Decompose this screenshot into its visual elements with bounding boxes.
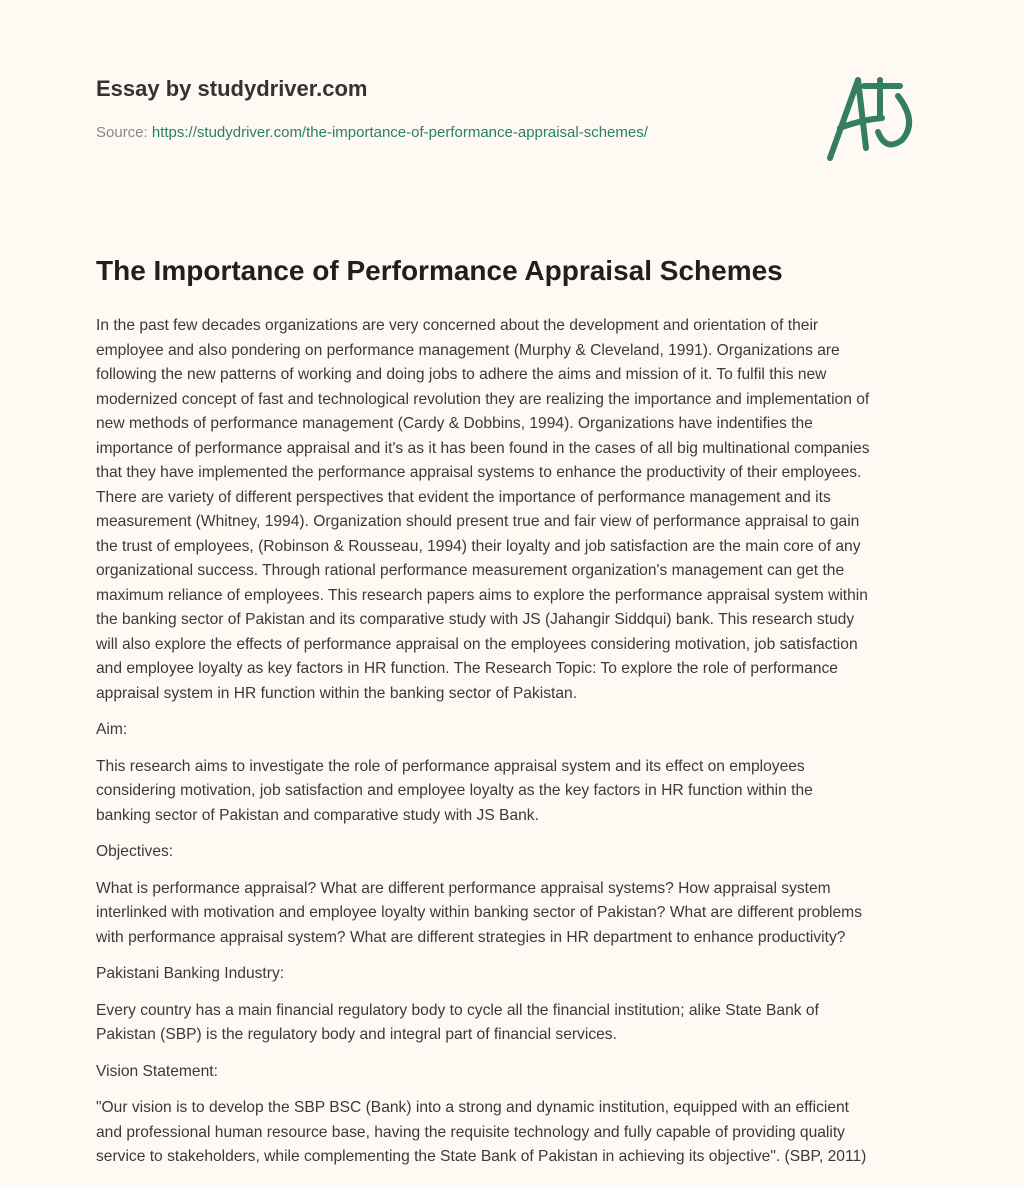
source-label: Source: [96, 124, 152, 141]
section-heading [96, 718, 936, 743]
paragraph [96, 1096, 936, 1170]
site-brand: Essay by studydriver.com [96, 76, 368, 101]
text-line: "Our vision is to develop the SBP BSC (Bank) into a strong and dynamic institution, equipped with an efficient [96, 1099, 850, 1116]
a-plus-logo-icon [820, 66, 930, 166]
text-line: organizational success. Through rational performance measurement organization's management can get the [96, 562, 845, 579]
text-line: This research aims to investigate the role of performance appraisal system and its effect on employees [96, 757, 805, 775]
source-link[interactable]: https://studydriver.com/the-importance-of-performance-appraisal-schemes/ [151, 124, 648, 141]
source-line [96, 124, 648, 141]
text-line: and employee loyalty as key factors in HR function. The Research Topic: To explore the role of performance [96, 660, 838, 677]
text-line: In the past few decades organizations are very concerned about the development and orientation of their [96, 317, 819, 334]
essay-title: The Importance of Performance Appraisal Schemes [96, 255, 783, 286]
text-line: employee and also pondering on performance management (Murphy & Cleveland, 1991). Organizations are [96, 341, 840, 359]
text-line: service to stakeholders, while complementing the State Bank of Pakistan in achieving its objective". (SBP, 2011) [96, 1148, 867, 1165]
text-line: will also explore the effects of performance appraisal on the employees considering motivation, job satisfaction [96, 635, 858, 653]
text-line: appraisal system in HR function within the banking sector of Pakistan. [96, 684, 578, 702]
text-line: maximum reliance of employees. This research papers aims to explore the performance appraisal system within [96, 586, 868, 604]
text-line: interlinked with motivation and employee loyalty within banking sector of Pakistan? What are different problems [96, 904, 862, 921]
text-line: Aim: [96, 721, 128, 738]
essay-body [96, 314, 936, 1182]
text-line: the banking sector of Pakistan and its comparative study with JS (Jahangir Siddqui) bank. This research study [96, 611, 855, 628]
section-heading [96, 962, 936, 987]
text-line: importance of performance appraisal and it's as it has been found in the cases of all big multinational companies [96, 439, 870, 457]
paragraph [96, 999, 936, 1048]
paragraph [96, 877, 936, 951]
text-line: Objectives: [96, 843, 174, 860]
text-line: Pakistani Banking Industry: [96, 965, 285, 982]
paragraph [96, 755, 936, 829]
section-heading [96, 1060, 936, 1085]
section-heading [96, 840, 936, 865]
text-line: Every country has a main financial regulatory body to cycle all the financial institution; alike State Bank of [96, 1001, 819, 1019]
text-line: following the new patterns of working and doing jobs to adhere the aims and mission of it. To fulfil this new [96, 366, 827, 383]
text-line: Vision Statement: [96, 1062, 218, 1080]
text-line: and professional human resource base, having the requisite technology and fully capable of providing quality [96, 1123, 845, 1141]
text-line: Pakistan (SBP) is the regulatory body and integral part of financial services. [96, 1026, 617, 1043]
text-line: modernized concept of fast and technological revolution they are realizing the importance and implementation of [96, 390, 870, 408]
text-line: new methods of performance management (Cardy & Dobbins, 1994). Organizations have indentifies the [96, 415, 813, 432]
text-line: What is performance appraisal? What are different performance appraisal systems? How appraisal system [96, 879, 831, 897]
text-line: There are variety of different perspectives that evident the importance of performance management and its [96, 488, 831, 506]
text-line: measurement (Whitney, 1994). Organization should present true and fair view of performance appraisal to gain [96, 513, 860, 530]
text-line: with performance appraisal system? What are different strategies in HR department to enhance productivity? [96, 928, 846, 946]
paragraph [96, 314, 936, 706]
text-line: banking sector of Pakistan and comparative study with JS Bank. [96, 806, 539, 824]
text-line: that they have implemented the performance appraisal systems to enhance the productivity of their employees. [96, 464, 862, 481]
text-line: considering motivation, job satisfaction and employee loyalty as the key factors in HR function within the [96, 782, 813, 799]
text-line: the trust of employees, (Robinson & Rousseau, 1994) their loyalty and job satisfaction are the main core of any [96, 537, 861, 555]
